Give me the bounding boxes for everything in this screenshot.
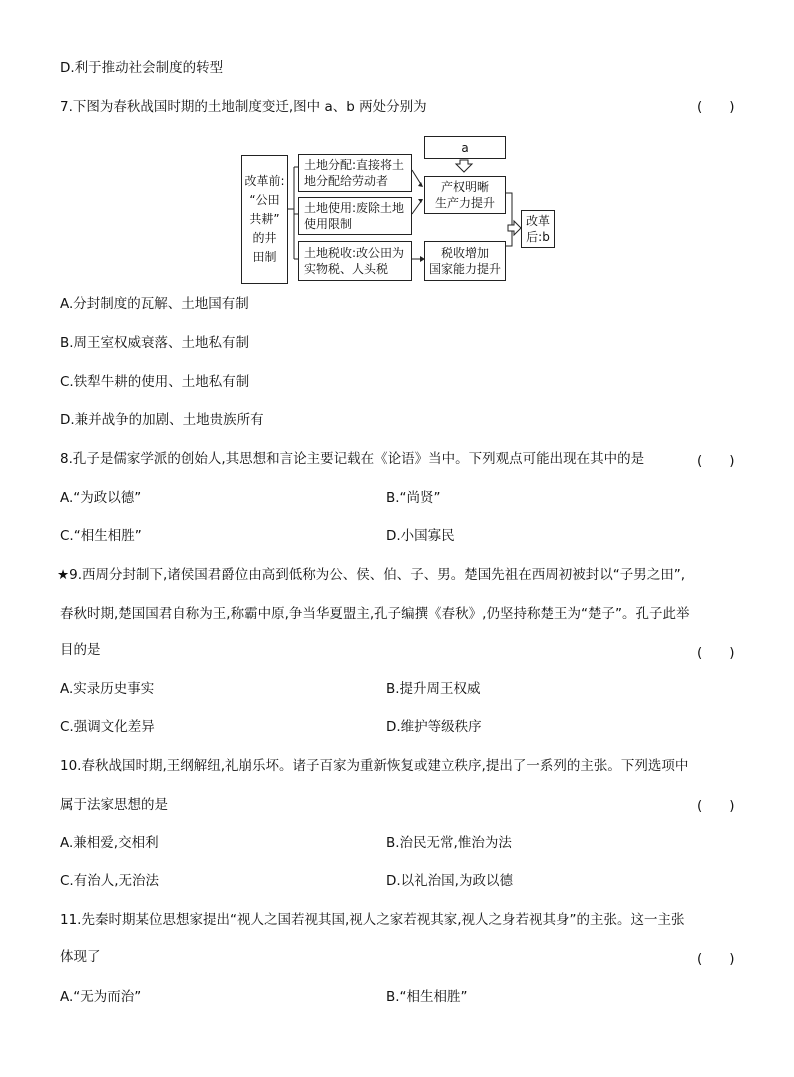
land-tax-box: 土地税收:改公田为 实物税、人头税 <box>298 241 412 281</box>
q8-option-b[interactable]: B.“尚贤” <box>386 490 441 506</box>
q11-stem-line2: 体现了 <box>60 949 101 965</box>
q8-answer-bracket: ( ) <box>697 453 735 469</box>
q10-option-d[interactable]: D.以礼治国,为政以德 <box>386 873 513 889</box>
q10-option-a[interactable]: A.兼相爱,交相利 <box>60 835 159 851</box>
after-reform-box: 改革 后:b <box>521 210 555 248</box>
a-box: a <box>424 136 506 159</box>
q9-stem-line1: ★9.西周分封制下,诸侯国君爵位由高到低称为公、侯、伯、子、男。楚国先祖在西周初被封以“子男之田”, <box>57 567 686 583</box>
q8-stem: 8.孔子是儒家学派的创始人,其思想和言论主要记载在《论语》当中。下列观点可能出现在其中的是 <box>60 451 645 467</box>
q6-option-d: D.利于推动社会制度的转型 <box>60 60 224 76</box>
q7-answer-bracket: ( ) <box>697 99 735 115</box>
q7-option-c[interactable]: C.铁犁牛耕的使用、土地私有制 <box>60 374 250 390</box>
q8-option-c[interactable]: C.“相生相胜” <box>60 528 142 544</box>
tax-increase-box: 税收增加 国家能力提升 <box>424 241 506 281</box>
q11-option-a[interactable]: A.“无为而治” <box>60 989 142 1005</box>
q9-option-d[interactable]: D.维护等级秩序 <box>386 719 482 735</box>
q11-answer-bracket: ( ) <box>697 951 735 967</box>
before-reform-box: 改革前: “公田 共耕” 的井 田制 <box>241 155 288 284</box>
q10-stem-line2: 属于法家思想的是 <box>60 797 168 813</box>
q7-option-a[interactable]: A.分封制度的瓦解、土地国有制 <box>60 296 249 312</box>
q8-option-d[interactable]: D.小国寡民 <box>386 528 455 544</box>
q11-option-b[interactable]: B.“相生相胜” <box>386 989 468 1005</box>
q9-option-b[interactable]: B.提升周王权威 <box>386 681 481 697</box>
q9-option-c[interactable]: C.强调文化差异 <box>60 719 155 735</box>
q11-stem-line1: 11.先秦时期某位思想家提出“视人之国若视其国,视人之家若视其家,视人之身若视其身”的主张。这一主张 <box>60 912 685 928</box>
down-arrow-icon <box>456 160 472 172</box>
q9-stem-line3: 目的是 <box>60 642 101 658</box>
q7-stem: 7.下图为春秋战国时期的土地制度变迁,图中 a、b 两处分别为 <box>60 99 427 115</box>
q7-option-b[interactable]: B.周王室权威衰落、土地私有制 <box>60 335 250 351</box>
q10-option-c[interactable]: C.有治人,无治法 <box>60 873 160 889</box>
q10-answer-bracket: ( ) <box>697 798 735 814</box>
right-arrow-icon <box>508 221 521 235</box>
q10-option-b[interactable]: B.治民无常,惟治为法 <box>386 835 512 851</box>
q9-stem-line2: 春秋时期,楚国国君自称为王,称霸中原,争当华夏盟主,孔子编撰《春秋》,仍坚持称楚王为“楚子”。孔子此举 <box>60 606 690 622</box>
land-use-box: 土地使用:废除土地 使用限制 <box>298 197 412 235</box>
property-rights-box: 产权明晰 生产力提升 <box>424 176 506 214</box>
q10-stem-line1: 10.春秋战国时期,王纲解纽,礼崩乐坏。诸子百家为重新恢复或建立秩序,提出了一系列的主张。下列选项中 <box>60 758 689 774</box>
q7-option-d[interactable]: D.兼并战争的加剧、土地贵族所有 <box>60 412 264 428</box>
q9-option-a[interactable]: A.实录历史事实 <box>60 681 155 697</box>
q8-option-a[interactable]: A.“为政以德” <box>60 490 142 506</box>
land-distribution-box: 土地分配:直接将土 地分配给劳动者 <box>298 154 412 192</box>
q9-answer-bracket: ( ) <box>697 645 735 661</box>
